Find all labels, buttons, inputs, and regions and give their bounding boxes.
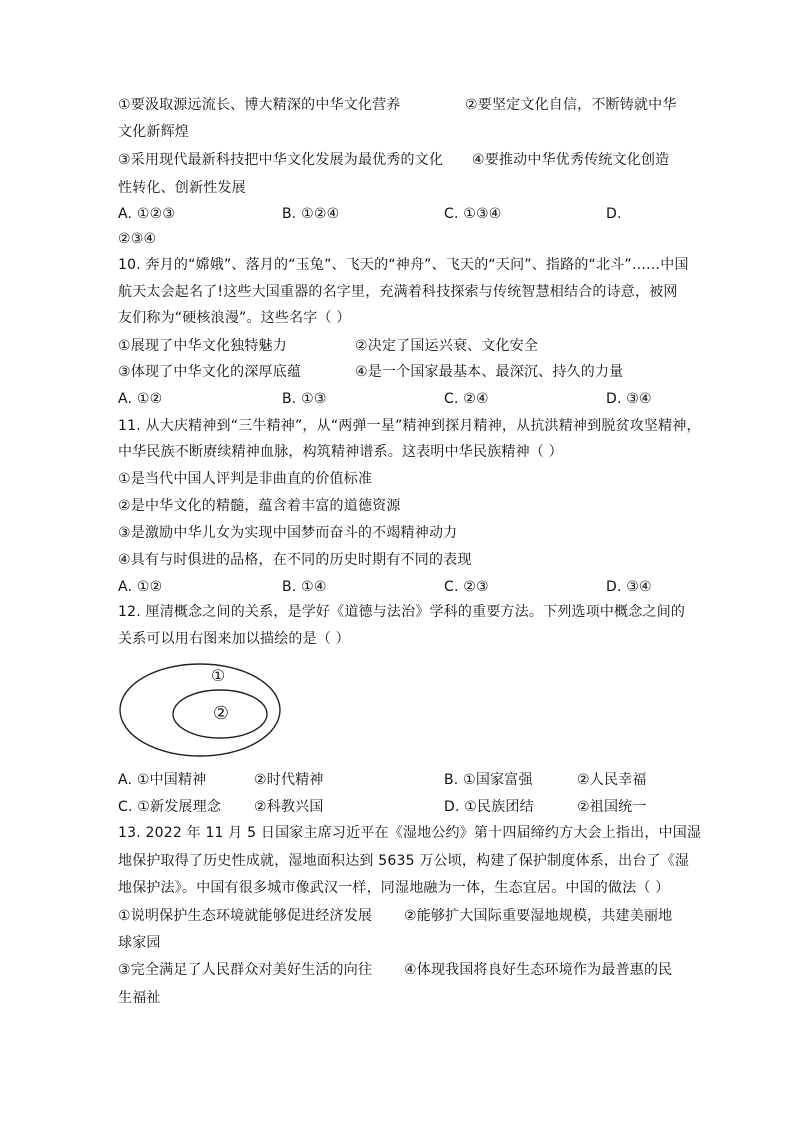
q9-choice-c: C. ①③④ — [444, 206, 502, 222]
q10-option-1: ①展现了中华文化独特魅力 — [118, 338, 287, 354]
q12-choice-d-1: D. ①民族团结 — [444, 799, 534, 815]
outer-ellipse — [120, 664, 280, 756]
nested-circles-diagram — [118, 658, 283, 758]
q11-choice-d: D. ③④ — [606, 579, 652, 595]
outer-circle-label: ① — [210, 666, 226, 685]
q9-option-3: ③采用现代最新科技把中华文化发展为最优秀的文化 — [118, 152, 444, 168]
q9-option-1: ①要汲取源远流长、博大精深的中华文化营养 — [118, 97, 401, 113]
q10-choice-d: D. ③④ — [606, 391, 652, 407]
q13-option-3: ③完全满足了人民群众对美好生活的向往 — [118, 962, 373, 978]
q9-choice-d-cont: ②③④ — [118, 231, 157, 247]
q13-option-2: ②能够扩大国际重要湿地规模，共建美丽地 — [404, 908, 673, 924]
q10-choice-b: B. ①③ — [282, 391, 327, 407]
q9-choice-d: D. — [606, 206, 622, 222]
q11-choice-a: A. ①② — [118, 579, 163, 595]
q10-stem-line-3: 友们称为“硬核浪漫”。这些名字（ ） — [118, 310, 351, 326]
q13-option-4-cont: 生福祉 — [118, 990, 161, 1006]
q9-option-2-cont: 文化新辉煌 — [118, 124, 189, 140]
q13-option-1: ①说明保护生态环境就能够促进经济发展 — [118, 908, 373, 924]
q10-choice-c: C. ②④ — [444, 391, 489, 407]
q12-choice-a-1: A. ①中国精神 — [118, 772, 207, 788]
q11-option-4: ④具有与时俱进的品格，在不同的历史时期有不同的表现 — [118, 552, 472, 568]
q10-stem-line-2: 航天太会起名了!这些大国重器的名字里，充满着科技探索与传统智慧相结合的诗意，被网 — [118, 284, 678, 300]
q11-option-3: ③是激励中华儿女为实现中国梦而奋斗的不竭精神动力 — [118, 525, 458, 541]
q13-stem-line-1: 13. 2022 年 11 月 5 日国家主席习近平在《湿地公约》第十四届缔约方大会上指出，中国湿 — [118, 825, 702, 841]
q13-option-4: ④体现我国将良好生态环境作为最普惠的民 — [404, 962, 673, 978]
q10-option-4: ④是一个国家最基本、最深沉、持久的力量 — [355, 364, 624, 380]
q12-choice-b-2: ②人民幸福 — [577, 772, 647, 788]
q9-option-4-cont: 性转化、创新性发展 — [118, 180, 246, 196]
q13-stem-line-3: 地保护法》。中国有很多城市像武汉一样，同湿地融为一体，生态宜居。中国的做法（ ） — [118, 880, 670, 896]
q11-stem-line-1: 11. 从大庆精神到“三牛精神”，从“两弹一星”精神到探月精神，从抗洪精神到脱贫攻坚精神， — [118, 418, 701, 434]
q10-stem-line-1: 10. 奔月的“嫦娥”、落月的“玉兔”、飞天的“神舟”、飞天的“天问”、指路的“北斗”……中国 — [118, 257, 689, 273]
q12-stem-line-2: 关系可以用右图来加以描绘的是（ ） — [118, 631, 350, 647]
q12-choice-d-2: ②祖国统一 — [577, 799, 647, 815]
q12-choice-c-1: C. ①新发展理念 — [118, 799, 222, 815]
q9-option-4: ④要推动中华优秀传统文化创造 — [472, 152, 670, 168]
q13-option-2-cont: 球家园 — [118, 935, 161, 951]
q11-option-2: ②是中华文化的精髓，蕴含着丰富的道德资源 — [118, 498, 401, 514]
q9-choice-a: A. ①②③ — [118, 206, 176, 222]
q10-choice-a: A. ①② — [118, 391, 163, 407]
q13-stem-line-2: 地保护取得了历史性成就，湿地面积达到 5635 万公顷，构建了保护制度体系，出台了《湿 — [118, 853, 690, 869]
q10-option-2: ②决定了国运兴衰、文化安全 — [355, 338, 539, 354]
q11-choice-b: B. ①④ — [282, 579, 327, 595]
q9-choice-b: B. ①②④ — [282, 206, 340, 222]
inner-circle-label: ② — [212, 703, 230, 724]
q11-choice-c: C. ②③ — [444, 579, 489, 595]
q9-option-2: ②要坚定文化自信，不断铸就中华 — [465, 97, 677, 113]
q11-option-1: ①是当代中国人评判是非曲直的价值标准 — [118, 471, 373, 487]
q12-stem-line-1: 12. 厘清概念之间的关系，是学好《道德与法治》学科的重要方法。下列选项中概念之间的 — [118, 604, 686, 620]
q12-choice-c-2: ②科教兴国 — [254, 799, 324, 815]
q12-choice-b-1: B. ①国家富强 — [444, 772, 533, 788]
q10-option-3: ③体现了中华文化的深厚底蕴 — [118, 364, 302, 380]
q11-stem-line-2: 中华民族不断赓续精神血脉，构筑精神谱系。这表明中华民族精神（ ） — [118, 444, 563, 460]
q12-choice-a-2: ②时代精神 — [254, 772, 324, 788]
